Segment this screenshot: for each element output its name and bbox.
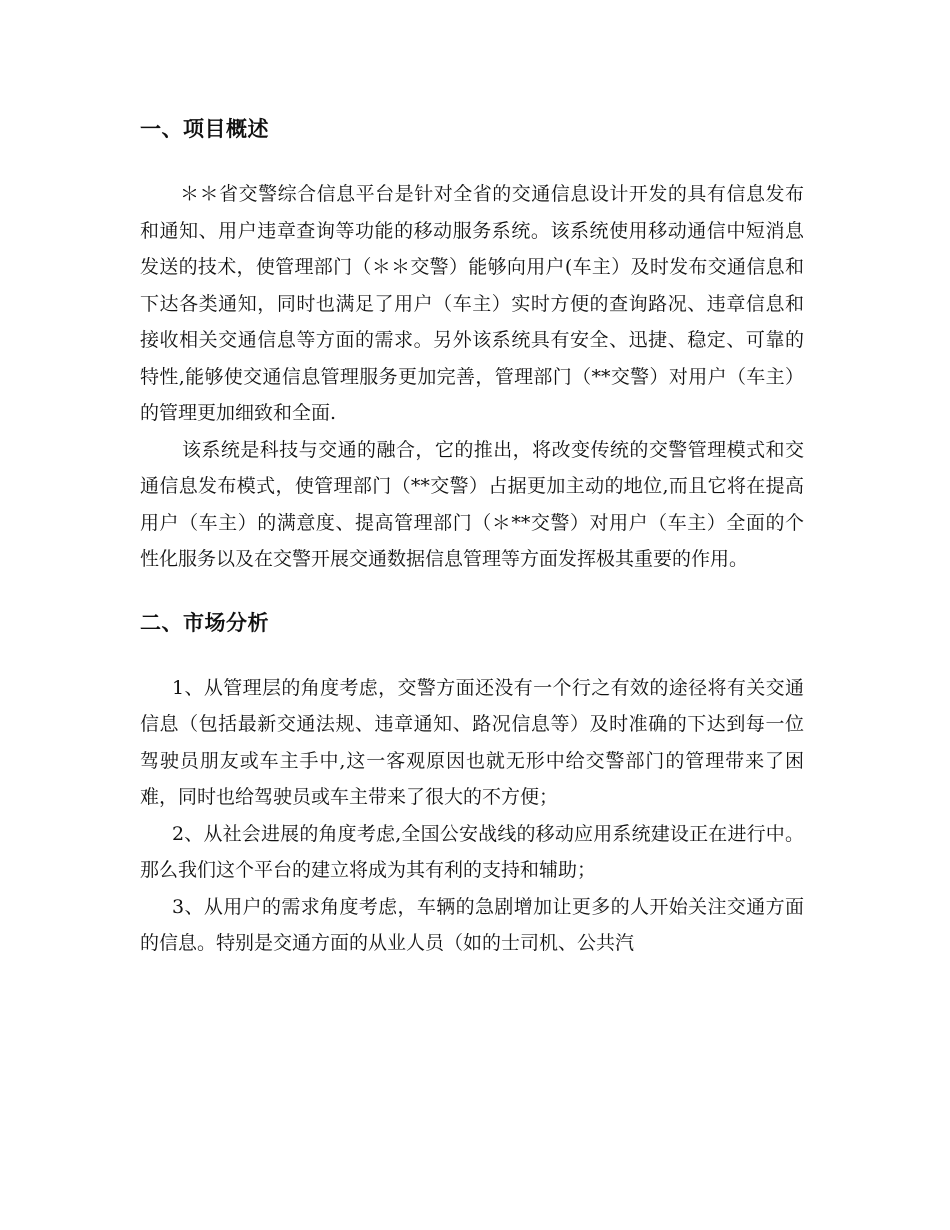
- section-heading-market: 二、市场分析: [140, 610, 269, 635]
- document-body: [140, 110, 804, 962]
- market-item-2: 2、从社会进展的角度考虑,全国公安战线的移动应用系统建设正在进行中。那么我们这个平台的建立将成为其有利的支持和辅助；: [140, 822, 804, 881]
- overview-paragraph-1: ＊＊省交警综合信息平台是针对全省的交通信息设计开发的具有信息发布和通知、用户违章查询等功能的移动服务系统。该系统使用移动通信中短消息发送的技术，使管理部门（＊＊交警）能够向用户(车主）及时发布交通信息和下达各类通知，同时也满足了用户（车主）实时方便的查询路况、违章信息和接收相关交通信息等方面的需求。另外该系统具有安全、迅捷、稳定、可靠的特性,能够使交通信息管理服务更加完善，管理部门（**交警）对用户（车主）的管理更加细致和全面.: [140, 183, 804, 424]
- market-item-3: 3、从用户的需求角度考虑，车辆的急剧增加让更多的人开始关注交通方面的信息。特别是交通方面的从业人员（如的士司机、公共汽: [140, 895, 804, 954]
- market-item-1: 1、从管理层的角度考虑，交警方面还没有一个行之有效的途径将有关交通信息（包括最新交通法规、违章通知、路况信息等）及时准确的下达到每一位驾驶员朋友或车主手中,这一客观原因也就无形中给交警部门的管理带来了困难，同时也给驾驶员或车主带来了很大的不方便；: [140, 676, 804, 808]
- section-heading-overview: 一、项目概述: [140, 117, 269, 141]
- overview-paragraph-2: 该系统是科技与交通的融合，它的推出，将改变传统的交警管理模式和交通信息发布模式，使管理部门（**交警）占据更加主动的地位,而且它将在提高用户（车主）的满意度、提高管理部门（＊**交警）对用户（车主）全面的个性化服务以及在交警开展交通数据信息管理等方面发挥极其重要的作用。: [140, 438, 804, 570]
